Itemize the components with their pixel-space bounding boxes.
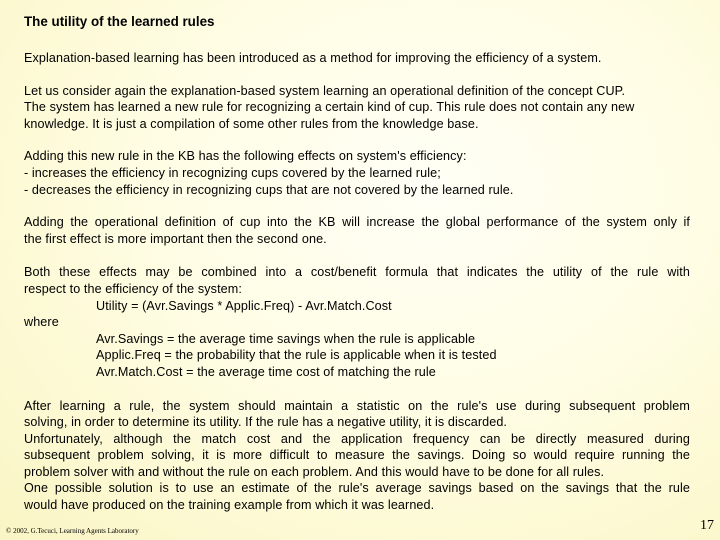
page-number: 17 [700,518,714,533]
text-line: One possible solution is to use an estimate of the rule's average savings based on the savings that the rule [24,481,690,496]
text-line: subsequent problem solving, it is more difficult to measure the savings. Doing so would require running the [24,448,690,463]
paragraph-operational [24,214,690,247]
text-line: Adding the operational definition of cup into the KB will increase the global performance of the system only if [24,215,690,230]
slide-title: The utility of the learned rules [24,14,215,29]
text-line: problem solver with and without the rule on each problem. And this would have to be done for all rules. [24,464,605,479]
text-line: The system has learned a new rule for recognizing a certain kind of cup. This rule does not contain any new [24,100,635,115]
text-line: - increases the efficiency in recognizing cups covered by the learned rule; [24,165,441,180]
paragraph-intro [24,50,690,67]
utility-formula: Utility = (Avr.Savings * Applic.Freq) - Avr.Match.Cost [96,298,392,313]
paragraph-cup [24,83,690,133]
text-line: Let us consider again the explanation-based system learning an operational definition of the concept CUP. [24,83,626,98]
text-line: solving, in order to determine its utility. If the rule has a negative utility, it is discarded. [24,415,508,430]
paragraph-effects [24,148,690,198]
paragraph-after [24,398,690,514]
text-line: Both these effects may be combined into a cost/benefit formula that indicates the utility of the rule with [24,265,690,280]
text-line: would have produced on the training example from which it was learned. [24,498,435,513]
footer-copyright: © 2002, G.Tecuci, Learning Agents Laboratory [6,527,139,535]
text-line: Adding this new rule in the KB has the following effects on system's efficiency: [24,149,467,164]
definition-item: Avr.Match.Cost = the average time cost of matching the rule [96,364,436,379]
text-line: the first effect is more important then the second one. [24,231,327,246]
text-line: respect to the efficiency of the system: [24,281,242,296]
text-line: Explanation-based learning has been introduced as a method for improving the efficiency of a system. [24,51,602,65]
text-line: knowledge. It is just a compilation of some other rules from the knowledge base. [24,116,479,131]
text-line: After learning a rule, the system should maintain a statistic on the rule's use during subsequent problem [24,398,690,413]
definition-item: Avr.Savings = the average time savings when the rule is applicable [96,331,476,346]
definition-item: Applic.Freq = the probability that the rule is applicable when it is tested [96,348,497,363]
text-line: - decreases the efficiency in recognizing cups that are not covered by the learned rule. [24,182,514,197]
text-line: Unfortunately, although the match cost and the application frequency can be directly measured during [24,431,690,446]
slide-body [24,50,690,514]
text-line: where [24,315,59,330]
paragraph-formula [24,264,690,380]
